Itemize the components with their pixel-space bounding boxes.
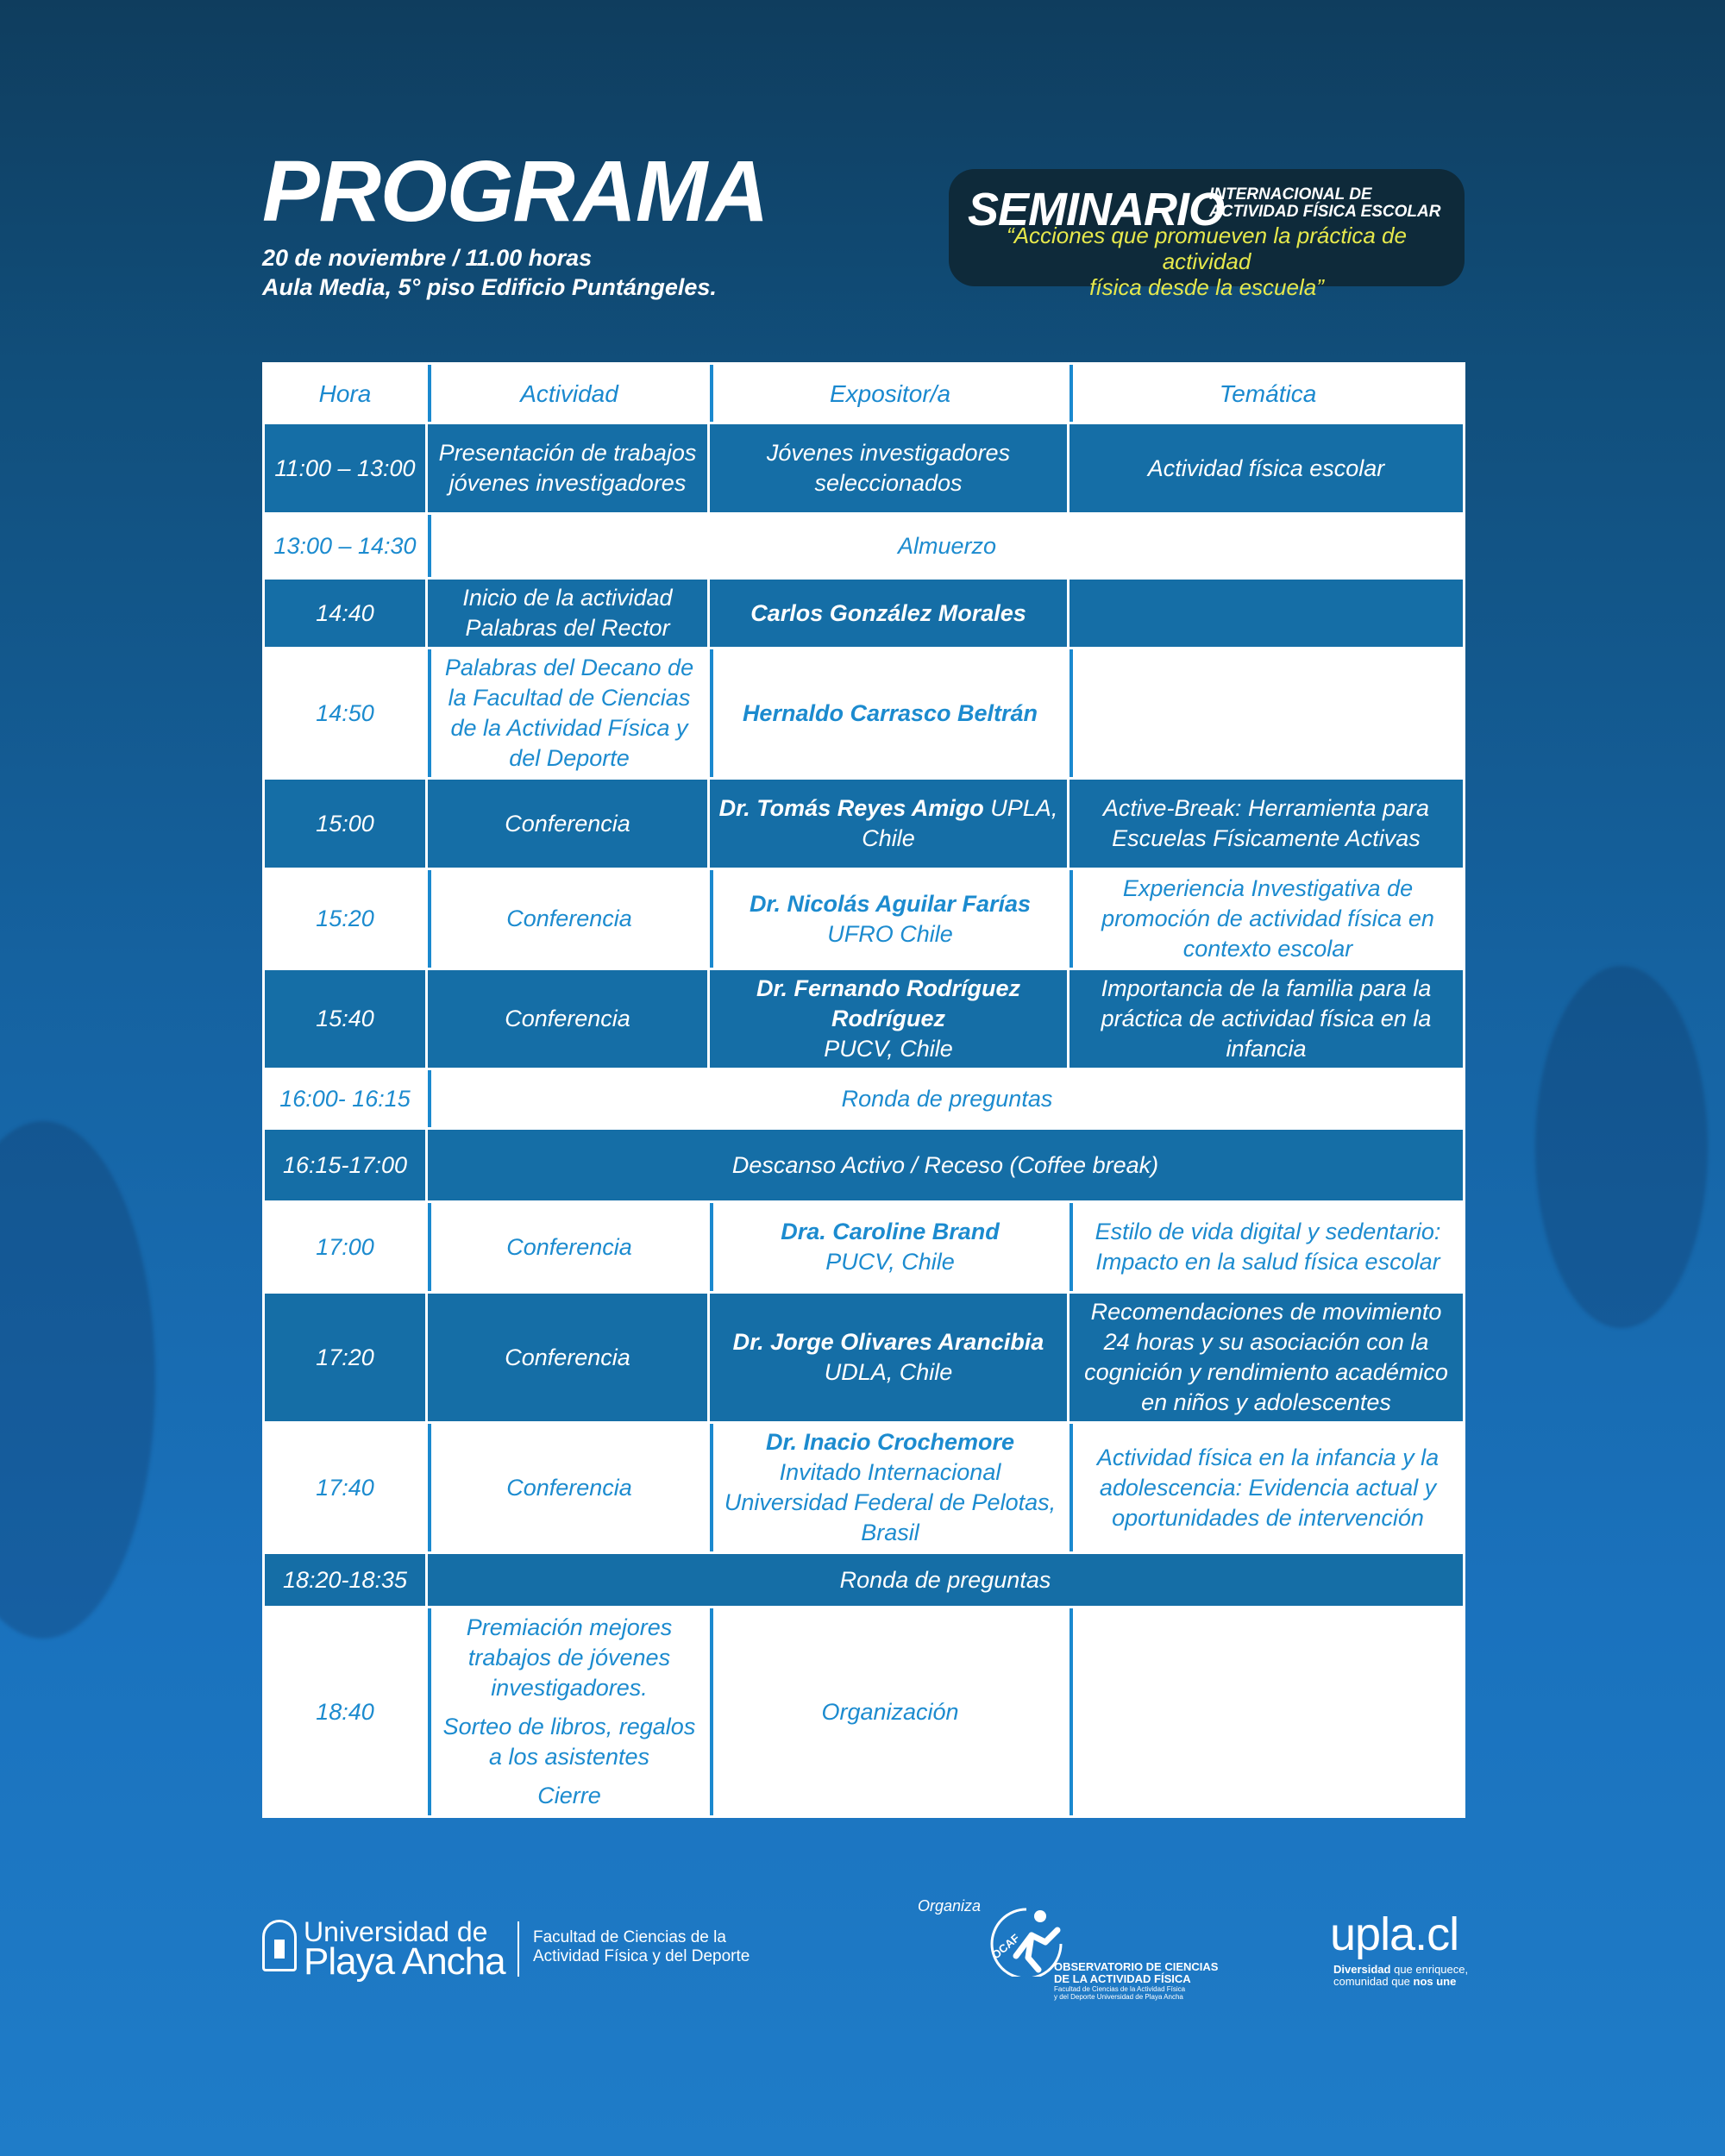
table-row: [265, 649, 1463, 777]
cell-tematica: Estilo de vida digital y sedentario: Impacto en la salud física escolar: [1070, 1203, 1463, 1291]
table-row: [265, 1608, 1463, 1815]
cell-expositor: Jóvenes investigadores seleccionados: [710, 424, 1067, 512]
cell-actividad: Conferencia: [428, 1424, 707, 1551]
ocaf-name-line: OBSERVATORIO DE CIENCIAS: [1054, 1960, 1219, 1973]
slogan-text: comunidad que: [1333, 1975, 1414, 1988]
cell-expositor: [710, 1203, 1067, 1291]
slogan-text: que enriquece,: [1390, 1963, 1469, 1976]
badge-quote-line: “Acciones que promueven la práctica de actividad: [1007, 222, 1407, 274]
badge-subtitle: [1209, 186, 1440, 221]
cell-actividad: Conferencia: [428, 1294, 707, 1421]
cell-hora: 17:20: [265, 1294, 425, 1421]
badge-quote-line: física desde la escuela”: [1089, 274, 1324, 300]
cell-tematica: Actividad física escolar: [1070, 424, 1463, 512]
cell-tematica: Active-Break: Herramienta para Escuelas Físicamente Activas: [1070, 780, 1463, 868]
expositor-name: Dr. Jorge Olivares Arancibia: [732, 1329, 1044, 1355]
badge-subtitle-line: ACTIVIDAD FÍSICA ESCOLAR: [1209, 203, 1441, 221]
expositor-name: Dr. Inacio Crochemore: [765, 1429, 1015, 1455]
cell-hora: 18:20-18:35: [265, 1554, 425, 1606]
cell-span: Ronda de preguntas: [428, 1070, 1463, 1127]
ocaf-subtitle-line: y del Deporte Universidad de Playa Ancha: [1054, 1993, 1183, 2001]
cell-tematica: Recomendaciones de movimiento 24 horas y su asociación con la cognición y rendimiento académico en niños y adolescentes: [1070, 1294, 1463, 1421]
cell-expositor: [710, 649, 1067, 777]
cell-expositor: [710, 580, 1067, 647]
faculty-name-line: Facultad de Ciencias de la: [533, 1928, 726, 1946]
header-expositor: Expositor/a: [710, 365, 1067, 422]
cell-actividad: Presentación de trabajos jóvenes investigadores: [428, 424, 707, 512]
slogan-bold: nos une: [1413, 1975, 1457, 1988]
cell-actividad: Conferencia: [428, 870, 707, 968]
cell-expositor: [710, 780, 1067, 868]
header-hora: Hora: [265, 365, 425, 422]
expositor-detail: Invitado Internacional Universidad Federal de Pelotas, Brasil: [724, 1459, 1057, 1545]
page-title: PROGRAMA: [262, 143, 768, 240]
expositor-detail: UDLA, Chile: [824, 1359, 953, 1385]
cell-actividad: Conferencia: [428, 970, 707, 1068]
table-row: [265, 970, 1463, 1068]
cell-hora: 17:40: [265, 1424, 425, 1551]
background-figure: [0, 1121, 155, 1639]
cell-hora: 14:50: [265, 649, 425, 777]
expositor-detail: UPLA, Chile: [862, 795, 1058, 851]
slogan-line: [1333, 1963, 1468, 1976]
lighthouse-icon: [262, 1920, 297, 1971]
cell-hora: 16:00- 16:15: [265, 1070, 425, 1127]
expositor-name: Dr. Tomás Reyes Amigo: [718, 795, 984, 821]
ocaf-subtitle: [1054, 1985, 1185, 2001]
expositor-detail: PUCV, Chile: [824, 1036, 953, 1062]
actividad-line: Sorteo de libros, regalos a los asistentes: [442, 1714, 696, 1770]
table-row: [265, 1424, 1463, 1551]
expositor-name: Dra. Caroline Brand: [781, 1219, 1000, 1244]
faculty-name: [533, 1928, 750, 1966]
expositor-name: Dr. Fernando Rodríguez Rodríguez: [756, 975, 1021, 1031]
badge-subtitle-line: INTERNACIONAL DE: [1209, 185, 1372, 204]
badge-quote: [966, 222, 1447, 300]
cell-tematica: Experiencia Investigativa de promoción de actividad física en contexto escolar: [1070, 870, 1463, 968]
expositor-name: Dr. Nicolás Aguilar Farías: [749, 890, 1032, 917]
ocaf-subtitle-line: Facultad de Ciencias de la Actividad Física: [1054, 1985, 1186, 1993]
cell-expositor: [710, 1294, 1067, 1421]
faculty-name-line: Actividad Física y del Deporte: [533, 1947, 750, 1965]
cell-tematica: [1070, 649, 1463, 777]
table-row: [265, 1203, 1463, 1291]
cell-expositor: [710, 1424, 1067, 1551]
cell-hora: 13:00 – 14:30: [265, 515, 425, 577]
seminar-badge: [949, 169, 1465, 300]
cell-span: Descanso Activo / Receso (Coffee break): [428, 1130, 1463, 1200]
cell-hora: 16:15-17:00: [265, 1130, 425, 1200]
cell-actividad: Conferencia: [428, 780, 707, 868]
organiza-label: Organiza: [918, 1897, 982, 1915]
cell-tematica: Actividad física en la infancia y la adolescencia: Evidencia actual y oportunidades de intervención: [1070, 1424, 1463, 1551]
cell-hora: 17:00: [265, 1203, 425, 1291]
university-name-line: Playa Ancha: [304, 1940, 505, 1983]
header-tematica: Temática: [1070, 365, 1463, 422]
event-location: Aula Media, 5° piso Edificio Puntángeles.: [262, 274, 717, 300]
cell-hora: 15:40: [265, 970, 425, 1068]
actividad-line: Palabras del Rector: [465, 615, 670, 641]
table-row: [265, 1130, 1463, 1200]
ocaf-name-line: DE LA ACTIVIDAD FÍSICA: [1054, 1972, 1191, 1985]
table-row: [265, 515, 1463, 577]
slogan-bold: Diversidad: [1333, 1963, 1391, 1976]
cell-actividad: Palabras del Decano de la Facultad de Ciencias de la Actividad Física y del Deporte: [428, 649, 707, 777]
cell-actividad: [428, 1608, 707, 1815]
cell-tematica: [1070, 580, 1463, 647]
slogan-line: [1333, 1975, 1456, 1988]
table-row: [265, 1294, 1463, 1421]
cell-actividad: [428, 580, 707, 647]
table-row: [265, 1070, 1463, 1127]
cell-hora: 14:40: [265, 580, 425, 647]
table-row: [265, 580, 1463, 647]
cell-tematica: [1070, 1608, 1463, 1815]
cell-expositor: [710, 970, 1067, 1068]
actividad-line: Cierre: [537, 1783, 601, 1808]
cell-actividad: Conferencia: [428, 1203, 707, 1291]
cell-span: Ronda de preguntas: [428, 1554, 1463, 1606]
cell-hora: 11:00 – 13:00: [265, 424, 425, 512]
university-name-line: Universidad de: [304, 1916, 488, 1947]
cell-expositor: Organización: [710, 1608, 1067, 1815]
cell-hora: 15:00: [265, 780, 425, 868]
cell-span: Almuerzo: [428, 515, 1463, 577]
table-row: [265, 1554, 1463, 1606]
expositor-name: Hernaldo Carrasco Beltrán: [742, 699, 1038, 726]
cell-hora: 18:40: [265, 1608, 425, 1815]
background-figure: [1535, 966, 1708, 1328]
cell-hora: 15:20: [265, 870, 425, 968]
actividad-line: Premiación mejores trabajos de jóvenes investigadores.: [466, 1614, 673, 1701]
upla-url: upla.cl: [1330, 1908, 1459, 1960]
table-header-row: [265, 365, 1463, 422]
ocaf-acronym: OCAF: [988, 1931, 1022, 1962]
table-row: [265, 424, 1463, 512]
cell-tematica: Importancia de la familia para la práctica de actividad física en la infancia: [1070, 970, 1463, 1068]
expositor-name: Carlos González Morales: [750, 599, 1026, 626]
actividad-line: Inicio de la actividad: [462, 585, 673, 611]
cell-expositor: [710, 870, 1067, 968]
table-row: [265, 780, 1463, 868]
badge-title: SEMINARIO: [968, 184, 1225, 235]
event-date-time: 20 de noviembre / 11.00 horas: [262, 245, 593, 271]
logo-divider: [518, 1921, 519, 1977]
expositor-detail: UFRO Chile: [827, 920, 953, 947]
header-actividad: Actividad: [428, 365, 707, 422]
schedule-table: [262, 362, 1465, 1818]
ocaf-name: [1054, 1961, 1218, 1985]
table-row: [265, 870, 1463, 968]
expositor-detail: PUCV, Chile: [825, 1249, 955, 1275]
